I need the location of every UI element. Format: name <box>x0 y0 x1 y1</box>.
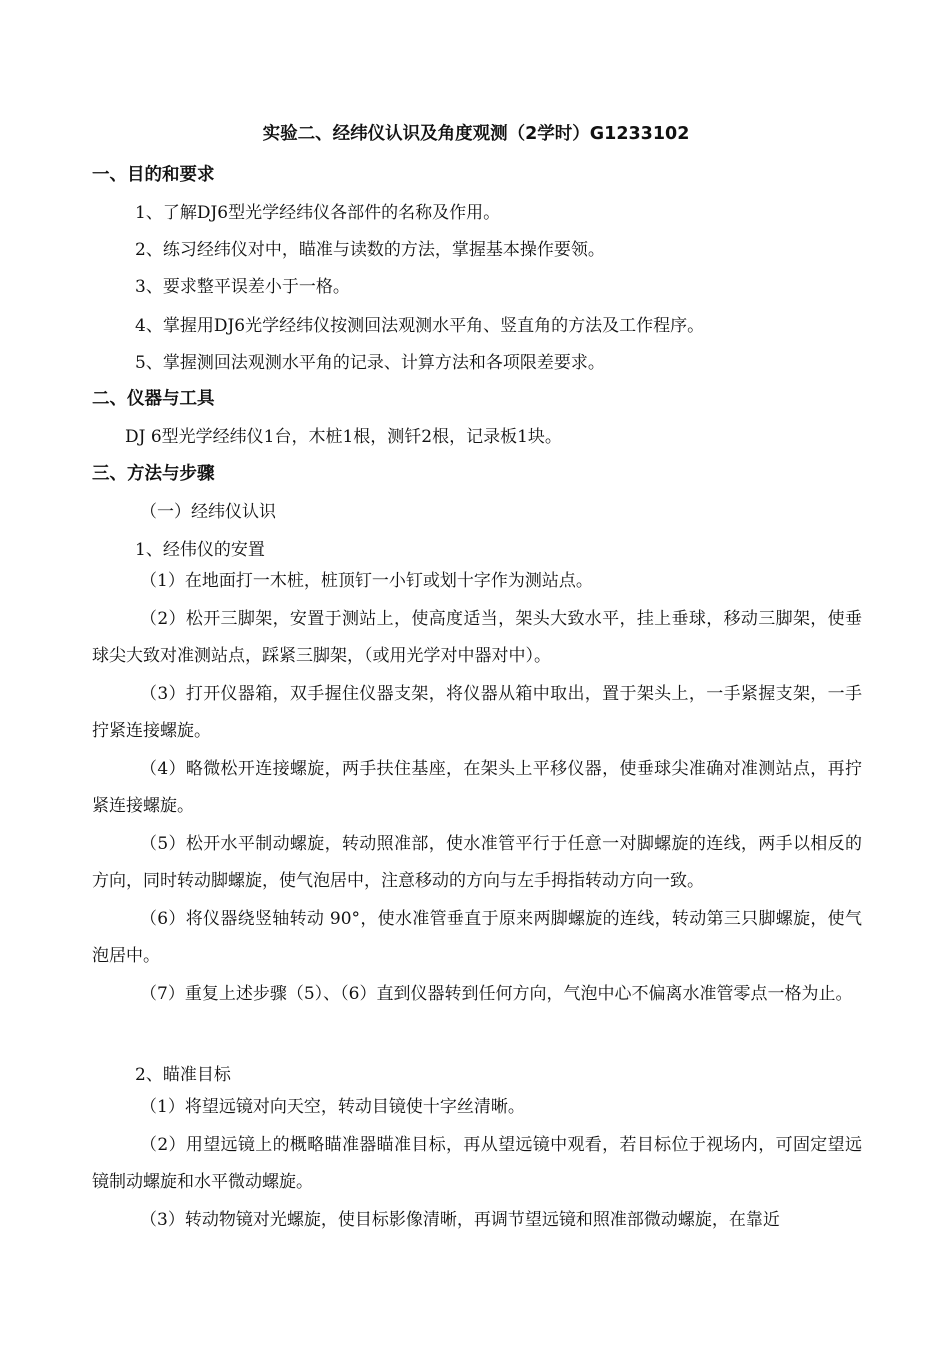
aim-step-1: （1）将望远镜对向天空，转动目镜使十字丝清晰。 <box>140 1097 525 1117</box>
subsection-theodolite-recognition: （一）经纬仪认识 <box>140 502 276 522</box>
aim-step-2: （2）用望远镜上的概略瞄准器瞄准目标，再从望远镜中观看，若目标位于视场内，可固定望远镜制动螺旋和水平微动螺旋。 <box>92 1135 862 1192</box>
purpose-item-2: 2、练习经纬仪对中，瞄准与读数的方法，掌握基本操作要领。 <box>135 240 605 260</box>
instruments-text: DJ 6型光学经纬仪1台，木桩1根，测钎2根，记录板1块。 <box>125 427 562 447</box>
setup-step-2: （2）松开三脚架，安置于测站上，使高度适当，架头大致水平，挂上垂球，移动三脚架，使垂球尖大致对准测站点，踩紧三脚架，（或用光学对中器对中）。 <box>92 609 862 666</box>
purpose-item-1: 1、了解DJ6型光学经纬仪各部件的名称及作用。 <box>135 203 501 223</box>
setup-step-6: （6）将仪器绕竖轴转动 90°，使水准管垂直于原来两脚螺旋的连线，转动第三只脚螺旋，使气泡居中。 <box>92 909 862 966</box>
subsection-setup: 1、经伟仪的安置 <box>135 540 265 560</box>
document-title: 实验二、经纬仪认识及角度观测（2学时）G1233102 <box>262 124 690 144</box>
setup-step-7: （7）重复上述步骤（5）、（6）直到仪器转到任何方向，气泡中心不偏离水准管零点一格为止。 <box>140 984 853 1004</box>
setup-step-3: （3）打开仪器箱，双手握住仪器支架，将仪器从箱中取出，置于架头上，一手紧握支架，一手拧紧连接螺旋。 <box>92 684 862 741</box>
setup-step-4: （4）略微松开连接螺旋，两手扶住基座，在架头上平移仪器，使垂球尖准确对准测站点，再拧紧连接螺旋。 <box>92 759 862 816</box>
purpose-item-5: 5、掌握测回法观测水平角的记录、计算方法和各项限差要求。 <box>135 353 605 373</box>
section-heading-methods: 三、方法与步骤 <box>92 464 215 484</box>
purpose-item-3: 3、要求整平误差小于一格。 <box>135 277 350 297</box>
section-heading-instruments: 二、仪器与工具 <box>92 389 215 409</box>
subsection-aiming: 2、瞄准目标 <box>135 1065 231 1085</box>
purpose-item-4: 4、掌握用DJ6光学经纬仪按测回法观测水平角、竖直角的方法及工作程序。 <box>135 316 705 336</box>
setup-step-5: （5）松开水平制动螺旋，转动照准部，使水准管平行于任意一对脚螺旋的连线，两手以相反的方向，同时转动脚螺旋，使气泡居中，注意移动的方向与左手拇指转动方向一致。 <box>92 834 862 891</box>
section-heading-purpose: 一、目的和要求 <box>92 165 215 185</box>
setup-step-1: （1）在地面打一木桩，桩顶钉一小钉或划十字作为测站点。 <box>140 571 593 591</box>
aim-step-3: （3）转动物镜对光螺旋，使目标影像清晰，再调节望远镜和照准部微动螺旋，在靠近 <box>140 1210 780 1230</box>
